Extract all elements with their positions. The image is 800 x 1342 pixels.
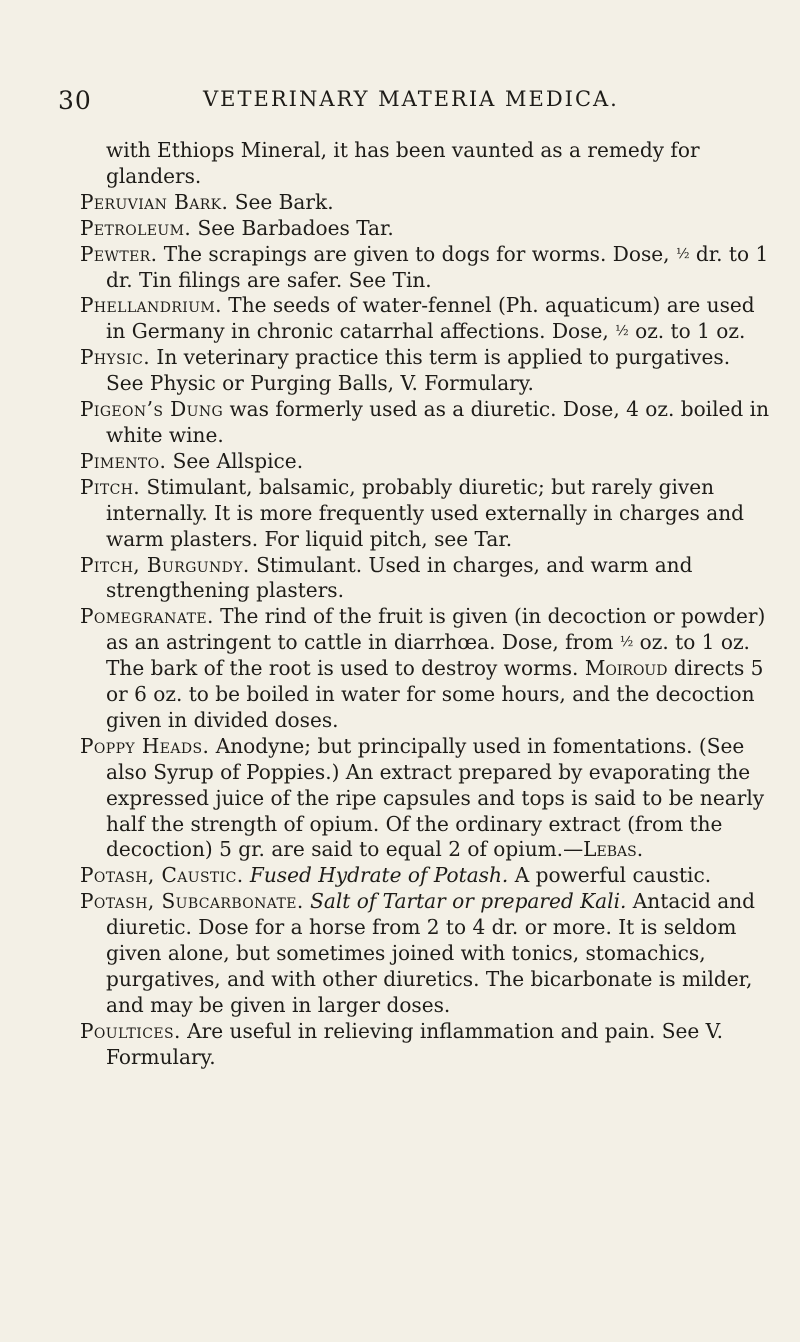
entry-term: Pitch, Burgundy. — [80, 552, 250, 577]
entry-text: was formerly used as a diuretic. Dose, 4 oz. boiled in white wine. — [106, 397, 770, 447]
source-citation: Lebas. — [583, 837, 644, 862]
entry-pigeons-dung — [80, 397, 770, 449]
page-header — [58, 86, 708, 116]
entry-poultices — [80, 1019, 770, 1071]
entry-physic — [80, 345, 770, 397]
fraction: ½ — [619, 634, 634, 651]
entry-pewter — [80, 242, 770, 294]
entry-text: Are useful in relieving inflammation and pain. See V. Formulary. — [106, 1018, 724, 1069]
entry-text: See Allspice. — [166, 448, 304, 473]
entry-term: Pewter. — [80, 241, 158, 266]
fraction: ½ — [615, 323, 629, 340]
entry-term: Pitch. — [80, 474, 141, 499]
entry-text: dr. to 1 dr. Tin filings are safer. See Tin. — [106, 241, 769, 292]
entry-pitch — [80, 475, 770, 553]
entry-text: Antacid and diuretic. Dose for a horse from 2 to 4 dr. or more. It is seldom given alone, but sometimes joined with tonics, stomachics, purgatives, and with other diuretics. The bicarbonate is milder, and may be given in larger doses. — [106, 889, 756, 1017]
entry-term: Poultices. — [80, 1018, 181, 1043]
entry-term: Pimento. — [80, 448, 167, 473]
entry-phellandrium — [80, 293, 770, 345]
dictionary-entries — [80, 138, 770, 1071]
entry-term: Pigeon’s Dung — [80, 397, 224, 422]
entry-text: The rind of the fruit is given (in decoction or powder) as an astringent to cattle in diarrhœa. Dose, from — [106, 604, 766, 655]
entry-poppy-heads — [80, 734, 770, 864]
entry-text: See Barbadoes Tar. — [191, 215, 394, 240]
continuation-text: with Ethiops Mineral, it has been vaunted as a remedy for glanders. — [106, 138, 700, 188]
entry-term: Petroleum. — [80, 215, 192, 240]
entry-potash-subcarbonate — [80, 889, 770, 1019]
entry-text: Stimulant, balsamic, probably diuretic; but rarely given internally. It is more frequently used externally in charges and warm plasters. For liquid pitch, see Tar. — [106, 474, 745, 551]
entry-pimento — [80, 449, 770, 475]
entry-text: A powerful caustic. — [508, 863, 712, 888]
entry-term: Pomegranate. — [80, 604, 214, 629]
entry-pomegranate — [80, 604, 770, 734]
entry-peruvian-bark — [80, 190, 770, 216]
entry-term: Phellandrium. — [80, 293, 222, 318]
entry-text: See Bark. — [228, 189, 334, 214]
fraction: ½ — [675, 245, 690, 262]
entry-term: Peruvian Bark. — [80, 189, 229, 214]
entry-text: Anodyne; but principally used in fomentations. (See also Syrup of Poppies.) An extract prepared by evaporating the expressed juice of the ripe capsules and tops is said to be nearly half the strength of opium. Of the ordinary extract (from the decoction) 5 gr. are said to equal 2 of opium.— — [106, 733, 765, 862]
entry-term: Poppy Heads. — [80, 733, 210, 758]
entry-text: oz. to 1 oz. — [628, 319, 746, 344]
entry-text: directs 5 or 6 oz. to be boiled in water for some hours, and the decoction given in divided doses. — [106, 656, 764, 732]
entry-term: Potash, Subcarbonate. — [80, 889, 304, 914]
entry-text: Stimulant. Used in charges, and warm and strengthening plasters. — [106, 552, 693, 603]
entry-text: oz. to 1 oz. The bark of the root is used to destroy worms. — [106, 630, 750, 681]
entry-term: Potash, Caustic. — [80, 863, 244, 888]
page-number: 30 — [58, 86, 92, 115]
entry-petroleum — [80, 216, 770, 242]
synonym: Fused Hydrate of Potash. — [249, 863, 509, 888]
entry-text: The scrapings are given to dogs for worms. Dose, — [157, 241, 676, 266]
continuation-paragraph — [80, 138, 770, 190]
entry-potash-caustic — [80, 863, 770, 889]
synonym: Salt of Tartar or prepared Kali. — [310, 889, 627, 914]
author-name: Moiroud — [584, 656, 668, 681]
entry-text: In veterinary practice this term is applied to purgatives. See Physic or Purging Balls, V. Formulary. — [106, 345, 731, 396]
entry-text: The seeds of water-fennel (Ph. aquaticum) are used in Germany in chronic catarrhal affections. Dose, — [106, 293, 755, 344]
entry-pitch-burgundy — [80, 553, 770, 605]
running-head: VETERINARY MATERIA MEDICA. — [203, 87, 619, 111]
entry-term: Physic. — [80, 345, 150, 370]
